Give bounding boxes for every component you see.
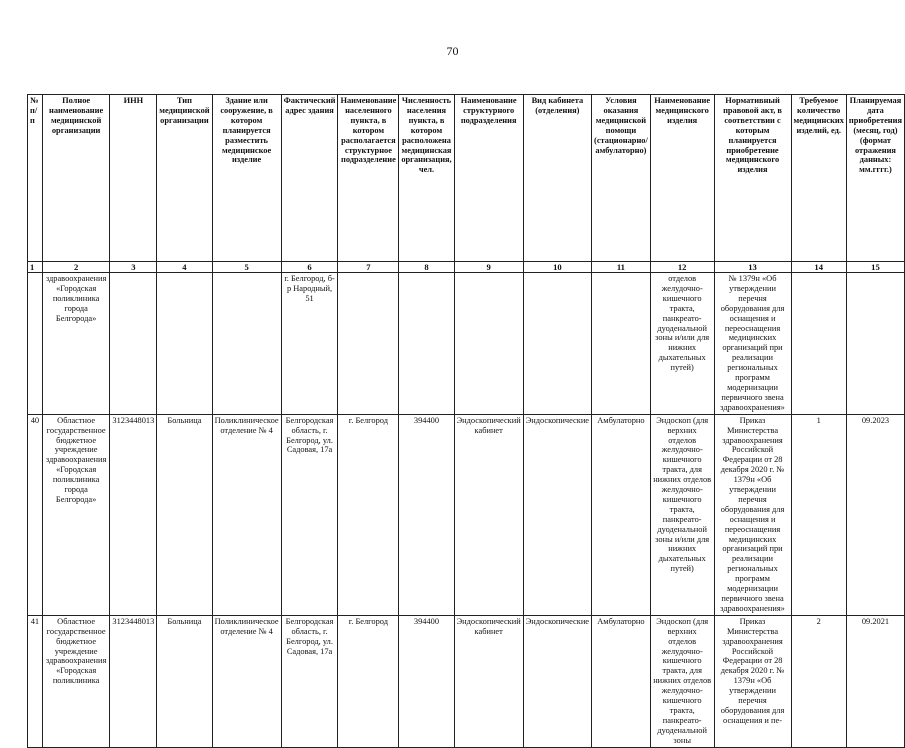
table-cell: 394400 [399,414,454,615]
table-cell [523,273,591,415]
table-row [28,414,905,615]
table-cell: Приказ Министерства здравоохранения Российской Федерации от 28 декабря 2020 г. № 1379н «Об утверждении перечня оборудования для оснащения и пе- [714,615,791,747]
table-cell: Белгородская область, г. Белгород, ул. Садовая, 17а [281,414,338,615]
table-cell: 1 [791,414,846,615]
column-number: 4 [157,262,212,273]
equipment-table [27,94,905,748]
column-header: Планируемая дата приобретения (месяц, год) (формат отражения данных: мм.гггг.) [846,95,904,262]
column-header: Нормативный правовой акт, в соответствии с которым планируется приобретение медицинского изделия [714,95,791,262]
table-cell [454,273,523,415]
column-number: 10 [523,262,591,273]
table-cell: 40 [28,414,43,615]
table-cell: Эндоскопический кабинет [454,615,523,747]
header-row [28,95,905,262]
column-number: 8 [399,262,454,273]
column-header: Условия оказания медицинской помощи (стационарно/амбулаторно) [592,95,651,262]
table-cell: Поликлиническое отделение № 4 [212,615,281,747]
table-cell: здравоохранения «Городская поликлиника города Белгорода» [42,273,110,415]
table-cell [338,273,399,415]
column-header: Наименование структурного подразделения [454,95,523,262]
column-header: Фактический адрес здания [281,95,338,262]
table-cell [399,273,454,415]
table-cell: Эндоскопический кабинет [454,414,523,615]
column-header: Вид кабинета (отделения) [523,95,591,262]
column-header: Полное наименование медицинской организации [42,95,110,262]
column-header: Наименование населенного пункта, в котором располагается структурное подразделение [338,95,399,262]
table-cell: 394400 [399,615,454,747]
table-row [28,615,905,747]
table-cell: Областное государственное бюджетное учреждение здравоохранения «Городская поликлиника города Белгорода» [42,414,110,615]
table-cell: Амбулаторно [592,615,651,747]
table-cell [157,273,212,415]
table-row [28,273,905,415]
table-cell [110,273,157,415]
column-header: Наименование медицинского изделия [650,95,714,262]
table-cell: Амбулаторно [592,414,651,615]
column-number: 2 [42,262,110,273]
column-number: 9 [454,262,523,273]
table-cell: г. Белгород [338,615,399,747]
column-number: 13 [714,262,791,273]
table-cell: г. Белгород, б-р Народный, 51 [281,273,338,415]
column-number: 5 [212,262,281,273]
table-cell: Эндоскоп (для верхних отделов желудочно-кишечного тракта, для нижних отделов желудочно-кишечного тракта, панкреато-дуоденальной зоны и/или для нижних дыхательных путей) [650,414,714,615]
table-cell: Областное государственное бюджетное учреждение здравоохранения «Городская поликлиника [42,615,110,747]
table-cell [592,273,651,415]
column-number: 3 [110,262,157,273]
column-header: Требуемое количество медицинских изделий, ед. [791,95,846,262]
column-number: 15 [846,262,904,273]
column-header: Тип медицинской организации [157,95,212,262]
table-cell: отделов желудочно-кишечного тракта, панкреато-дуоденальной зоны и/или для нижних дыхательных путей) [650,273,714,415]
table-cell: Белгородская область, г. Белгород, ул. Садовая, 17а [281,615,338,747]
table-cell [846,273,904,415]
table-cell: Эндоскопические [523,615,591,747]
column-number: 11 [592,262,651,273]
column-number-row [28,262,905,273]
table-cell [791,273,846,415]
table-cell: Больница [157,615,212,747]
column-number: 14 [791,262,846,273]
table-cell: 41 [28,615,43,747]
table-cell: № 1379н «Об утверждении перечня оборудования для оснащения и переоснащения медицинских организаций при реализации региональных программ модернизации первичного звена здравоохранения» [714,273,791,415]
column-header: Численность населения пункта, в котором расположена медицинская организация, чел. [399,95,454,262]
table-cell: Эндоскоп (для верхних отделов желудочно-кишечного тракта, для нижних отделов желудочно-кишечного тракта, панкреато-дуоденальной зоны [650,615,714,747]
column-header: Здание или сооружение, в котором планируется разместить медицинское изделие [212,95,281,262]
column-number: 7 [338,262,399,273]
table-cell: 09.2023 [846,414,904,615]
table-cell: г. Белгород [338,414,399,615]
table-cell [212,273,281,415]
table-cell: 3123448013 [110,615,157,747]
column-header: № п/п [28,95,43,262]
column-number: 12 [650,262,714,273]
table-cell: 3123448013 [110,414,157,615]
table-cell: Эндоскопические [523,414,591,615]
column-number: 1 [28,262,43,273]
column-header: ИНН [110,95,157,262]
table-cell [28,273,43,415]
table-cell: Приказ Министерства здравоохранения Российской Федерации от 28 декабря 2020 г. № 1379н «Об утверждении перечня оборудования для оснащения и переоснащения медицинских организаций при реализации региональных программ модернизации первичного звена здравоохранения» [714,414,791,615]
table-cell: 2 [791,615,846,747]
page-number: 70 [446,44,459,58]
column-number: 6 [281,262,338,273]
table-cell: 09.2021 [846,615,904,747]
table-cell: Больница [157,414,212,615]
table-cell: Поликлиническое отделение № 4 [212,414,281,615]
